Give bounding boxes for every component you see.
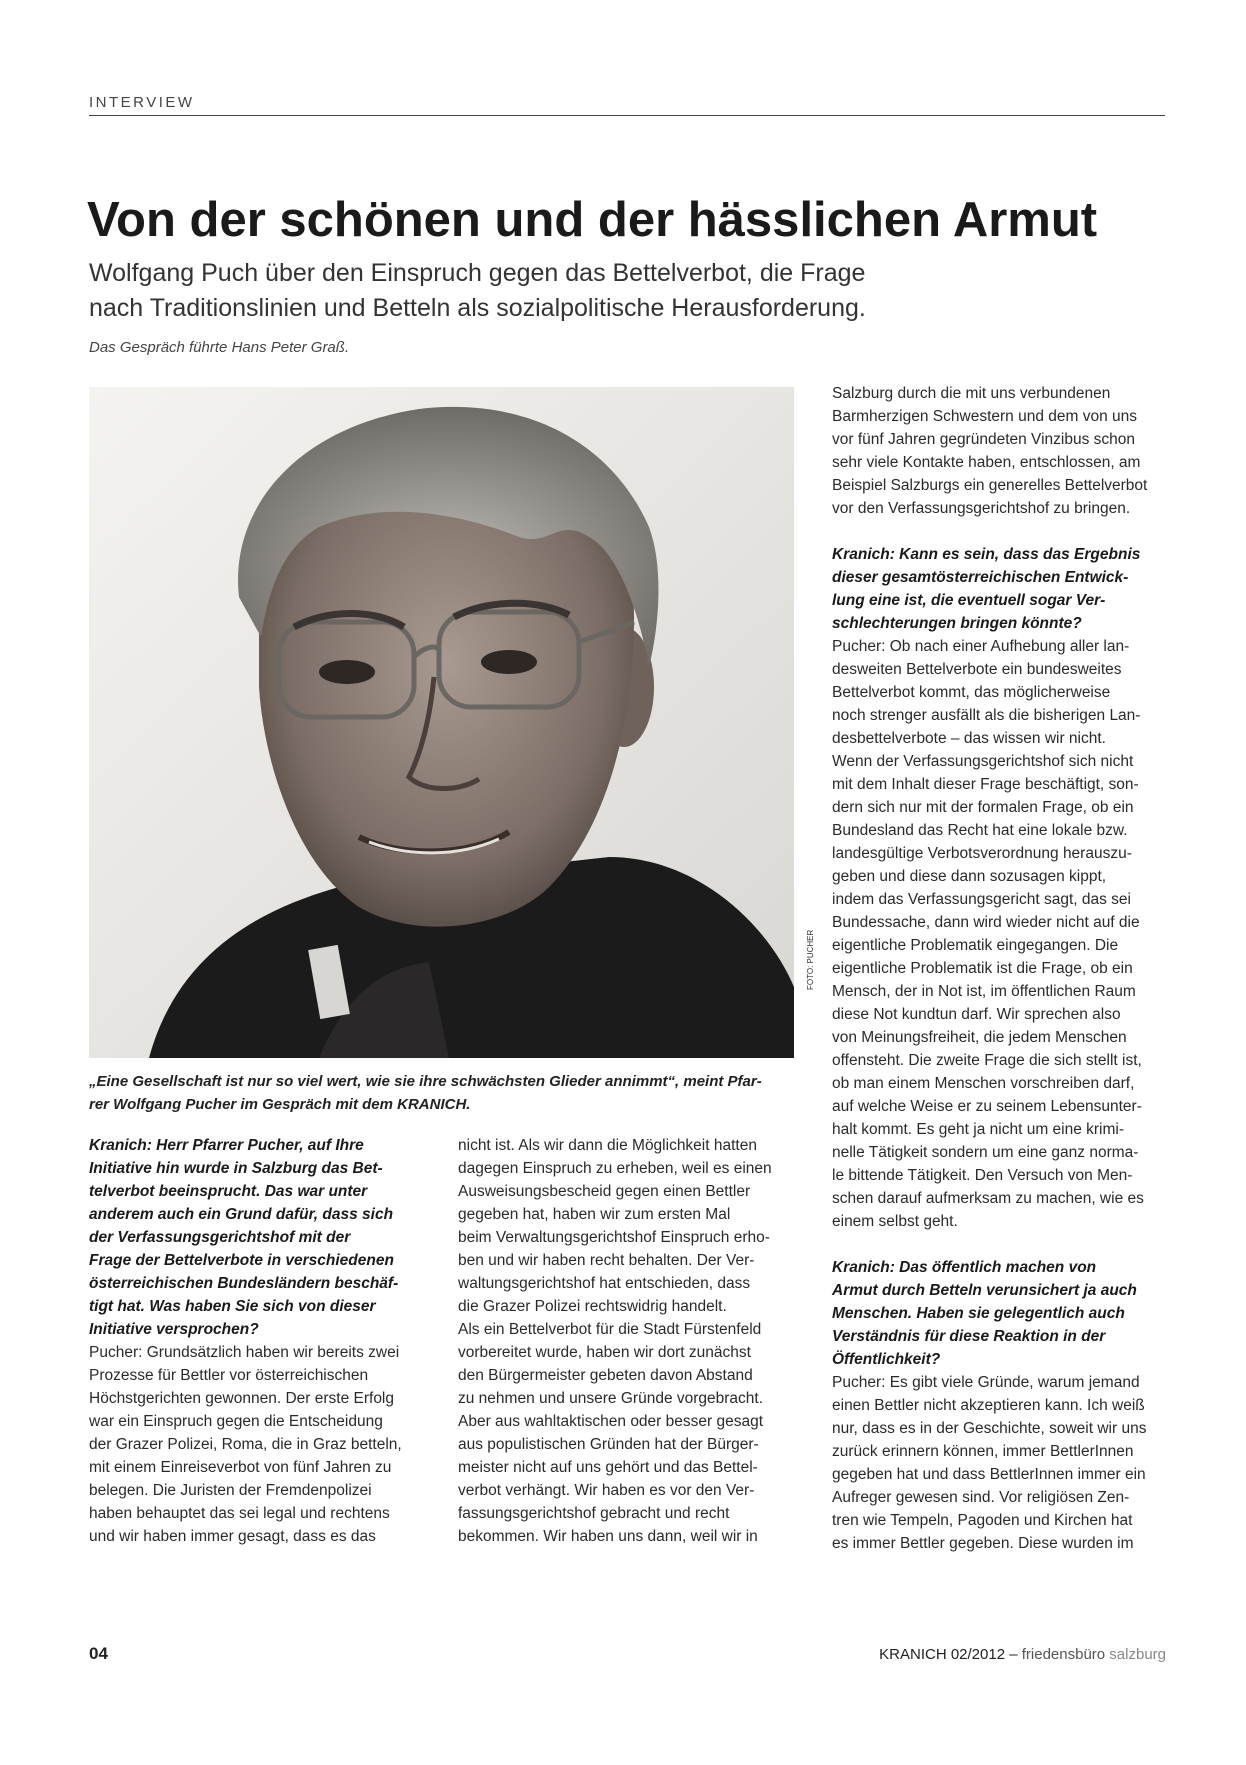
interview-answer-line: offensteht. Die zweite Frage die sich stellt ist, — [832, 1052, 1142, 1069]
interview-answer-line: vorbereitet wurde, haben wir dort zunächst — [458, 1344, 751, 1361]
portrait-photo — [89, 387, 794, 1058]
interview-answer-line: und wir haben immer gesagt, dass es das — [89, 1528, 376, 1545]
interview-answer-line: die Grazer Polizei rechtswidrig handelt. — [458, 1298, 727, 1315]
interview-answer-line: sehr viele Kontakte haben, entschlossen, am — [832, 454, 1141, 471]
interview-question-line: Öffentlichkeit? — [832, 1351, 941, 1368]
interview-answer-line: Ausweisungsbescheid gegen einen Bettler — [458, 1183, 751, 1200]
interview-answer-line: mit einem Einreiseverbot von fünf Jahren zu — [89, 1459, 392, 1476]
interview-answer-line: Mensch, der in Not ist, im öffentlichen Raum — [832, 983, 1136, 1000]
footer-org: friedensbüro — [1021, 1646, 1110, 1663]
interview-answer-line: fassungsgerichtshof gebracht und recht — [458, 1505, 730, 1522]
interview-answer-line: vor fünf Jahren gegründeten Vinzibus schon — [832, 431, 1136, 448]
interview-answer-line: der Grazer Polizei, Roma, die in Graz betteln, — [89, 1436, 402, 1453]
interview-answer-line: desweiten Bettelverbote ein bundesweites — [832, 661, 1122, 678]
interview-answer-line: es immer Bettler gegeben. Diese wurden im — [832, 1535, 1134, 1552]
interview-answer-line: auf welche Weise er zu seinem Lebensunter- — [832, 1098, 1142, 1115]
interview-answer-line: Bundesland das Recht hat eine lokale bzw. — [832, 822, 1128, 839]
portrait-illustration — [89, 387, 794, 1058]
interview-answer-line: Pucher: Es gibt viele Gründe, warum jemand — [832, 1374, 1140, 1391]
interview-answer-line: Als ein Bettelverbot für die Stadt Fürstenfeld — [458, 1321, 762, 1338]
interview-question-line: Kranich: Herr Pfarrer Pucher, auf Ihre — [89, 1137, 364, 1154]
interview-answer-line: dagegen Einspruch zu erheben, weil es einen — [458, 1160, 772, 1177]
interview-answer-line: einem selbst geht. — [832, 1213, 958, 1230]
interview-answer-line: gegeben hat, haben wir zum ersten Mal — [458, 1206, 731, 1223]
interview-answer-line: Prozesse für Bettler vor österreichischen — [89, 1367, 369, 1384]
photo-credit: FOTO: PUCHER — [806, 929, 815, 990]
interview-question-line: anderem auch ein Grund dafür, dass sich — [89, 1206, 394, 1223]
text-column-right — [832, 382, 1147, 1555]
interview-question-line: lung eine ist, die eventuell sogar Ver- — [832, 592, 1106, 609]
interview-answer-line: nur, dass es in der Geschichte, soweit wir uns — [832, 1420, 1147, 1437]
interview-question-line: Kranich: Das öffentlich machen von — [832, 1259, 1097, 1276]
paragraph-gap — [832, 1233, 1147, 1256]
photo-caption — [89, 1070, 809, 1116]
interview-question-line: der Verfassungsgerichtshof mit der — [89, 1229, 351, 1246]
text-column-left — [89, 1134, 402, 1548]
interview-answer-line: desbettelverbote – das wissen wir nicht. — [832, 730, 1106, 747]
interview-answer-line: noch strenger ausfällt als die bisherigen Lan- — [832, 707, 1141, 724]
subtitle-line: Wolfgang Puch über den Einspruch gegen das Bettelverbot, die Frage — [89, 259, 866, 287]
interview-answer-line: Bettelverbot kommt, das möglicherweise — [832, 684, 1111, 701]
interview-answer-line: schen darauf aufmerksam zu machen, wie es — [832, 1190, 1144, 1207]
interview-question-line: Armut durch Betteln verunsichert ja auch — [832, 1282, 1137, 1299]
interview-question-line: Frage der Bettelverbote in verschiedenen — [89, 1252, 394, 1269]
footer-publication — [879, 1646, 1166, 1663]
caption-line: „Eine Gesellschaft ist nur so viel wert, wie sie ihre schwächsten Glieder annimmt“, meint Pfar- — [89, 1073, 762, 1090]
interview-answer-line: den Bürgermeister gebeten davon Abstand — [458, 1367, 753, 1384]
interview-answer-line: nicht ist. Als wir dann die Möglichkeit hatten — [458, 1137, 757, 1154]
interview-answer-line: Bundessache, dann wird wieder nicht auf die — [832, 914, 1140, 931]
interview-answer-line: belegen. Die Juristen der Fremdenpolizei — [89, 1482, 372, 1499]
text-column-middle — [458, 1134, 772, 1548]
interview-question-line: Menschen. Haben sie gelegentlich auch — [832, 1305, 1125, 1322]
section-label: INTERVIEW — [89, 94, 195, 111]
interview-answer-line: nelle Tätigkeit sondern um eine ganz norma- — [832, 1144, 1139, 1161]
caption-line: rer Wolfgang Pucher im Gespräch mit dem KRANICH. — [89, 1096, 471, 1113]
interview-question-line: österreichischen Bundesländern beschäf- — [89, 1275, 399, 1292]
interview-answer-line: zurück erinnern können, immer BettlerInnen — [832, 1443, 1134, 1460]
interview-answer-line: zu nehmen und unsere Gründe vorgebracht. — [458, 1390, 764, 1407]
interview-answer-line: Aufreger gewesen sind. Vor religiösen Zen- — [832, 1489, 1130, 1506]
interview-answer-line: tren wie Tempeln, Pagoden und Kirchen hat — [832, 1512, 1133, 1529]
interview-question-line: schlechterungen bringen könnte? — [832, 615, 1082, 632]
paragraph-gap — [832, 520, 1147, 543]
interview-answer-line: indem das Verfassungsgericht sagt, das sei — [832, 891, 1131, 908]
interview-answer-line: verbot verhängt. Wir haben es vor den Ver- — [458, 1482, 755, 1499]
interview-question-line: telverbot beeinsprucht. Das war unter — [89, 1183, 368, 1200]
interview-answer-line: Pucher: Grundsätzlich haben wir bereits zwei — [89, 1344, 400, 1361]
interview-answer-line: diese Not kundtun darf. Wir sprechen also — [832, 1006, 1121, 1023]
byline: Das Gespräch führte Hans Peter Graß. — [89, 339, 350, 356]
interview-answer-line: aus populistischen Gründen hat der Bürger- — [458, 1436, 759, 1453]
interview-question-line: Initiative hin wurde in Salzburg das Bet- — [89, 1160, 383, 1177]
interview-answer-line: le bittende Tätigkeit. Den Versuch von Men- — [832, 1167, 1133, 1184]
interview-answer-line: Barmherzigen Schwestern und dem von uns — [832, 408, 1137, 425]
interview-answer-line: halt kommt. Es geht ja nicht um eine krimi- — [832, 1121, 1125, 1138]
interview-answer-line: meister nicht auf uns gehört und das Bettel- — [458, 1459, 758, 1476]
interview-answer-line: Salzburg durch die mit uns verbundenen — [832, 385, 1111, 402]
interview-answer-line: geben und diese dann sozusagen kippt, — [832, 868, 1107, 885]
interview-answer-line: Höchstgerichten gewonnen. Der erste Erfolg — [89, 1390, 394, 1407]
interview-answer-line: Pucher: Ob nach einer Aufhebung aller lan- — [832, 638, 1130, 655]
interview-answer-line: bekommen. Wir haben uns dann, weil wir in — [458, 1528, 758, 1545]
interview-answer-line: landesgültige Verbotsverordnung herauszu- — [832, 845, 1132, 862]
interview-answer-line: haben behauptet das sei legal und rechtens — [89, 1505, 390, 1522]
article-title: Von der schönen und der hässlichen Armut — [87, 193, 1098, 247]
interview-answer-line: vor den Verfassungsgerichtshof zu bringen. — [832, 500, 1131, 517]
subtitle-line: nach Traditionslinien und Betteln als sozialpolitische Herausforderung. — [89, 294, 866, 322]
interview-question-line: Kranich: Kann es sein, dass das Ergebnis — [832, 546, 1141, 563]
interview-answer-line: ob man einem Menschen vorschreiben darf, — [832, 1075, 1135, 1092]
interview-answer-line: mit dem Inhalt dieser Frage beschäftigt, son- — [832, 776, 1139, 793]
header-rule — [89, 115, 1165, 116]
page-number: 04 — [89, 1644, 108, 1663]
footer-city: salzburg — [1109, 1646, 1166, 1663]
footer-issue: KRANICH 02/2012 – — [879, 1646, 1022, 1663]
interview-answer-line: gegeben hat und dass BettlerInnen immer ein — [832, 1466, 1146, 1483]
interview-question-line: dieser gesamtösterreichischen Entwick- — [832, 569, 1129, 586]
interview-answer-line: dern sich nur mit der formalen Frage, ob ein — [832, 799, 1134, 816]
interview-answer-line: von Meinungsfreiheit, die jedem Menschen — [832, 1029, 1127, 1046]
interview-answer-line: Aber aus wahltaktischen oder besser gesagt — [458, 1413, 764, 1430]
interview-answer-line: ben und wir haben recht behalten. Der Ver- — [458, 1252, 755, 1269]
interview-answer-line: eigentliche Problematik ist die Frage, ob ein — [832, 960, 1133, 977]
interview-question-line: tigt hat. Was haben Sie sich von dieser — [89, 1298, 376, 1315]
interview-question-line: Initiative versprochen? — [89, 1321, 259, 1338]
interview-answer-line: beim Verwaltungsgerichtshof Einspruch erho- — [458, 1229, 770, 1246]
interview-question-line: Verständnis für diese Reaktion in der — [832, 1328, 1106, 1345]
interview-answer-line: war ein Einspruch gegen die Entscheidung — [89, 1413, 383, 1430]
interview-answer-line: Wenn der Verfassungsgerichtshof sich nicht — [832, 753, 1134, 770]
interview-answer-line: einen Bettler nicht akzeptieren kann. Ich weiß — [832, 1397, 1145, 1414]
article-subtitle — [89, 256, 989, 326]
interview-answer-line: waltungsgerichtshof hat entschieden, dass — [458, 1275, 751, 1292]
interview-answer-line: eigentliche Problematik eingegangen. Die — [832, 937, 1119, 954]
interview-answer-line: Beispiel Salzburgs ein generelles Bettelverbot — [832, 477, 1148, 494]
